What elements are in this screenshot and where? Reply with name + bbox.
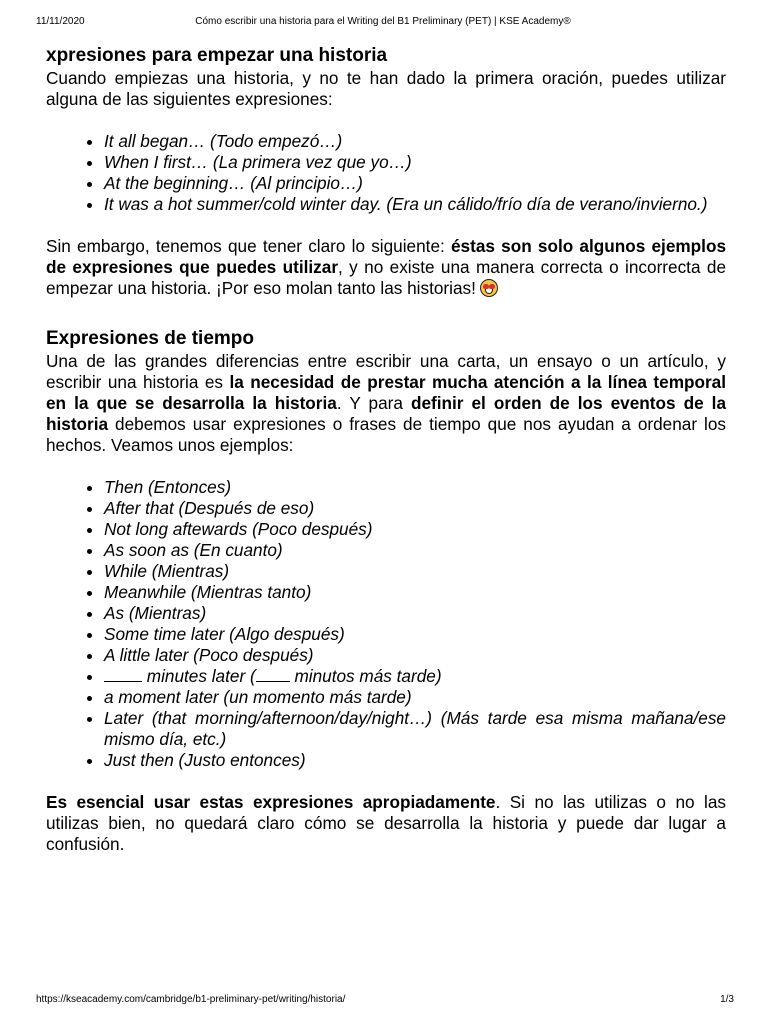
- heart-eyes-emoji-icon: [480, 279, 498, 297]
- list-item: • Just then (Justo entonces): [104, 750, 726, 771]
- print-date: 11/11/2020: [36, 16, 85, 27]
- list-item: • a moment later (un momento más tarde): [104, 687, 726, 708]
- time-intro-text-3: debemos usar expresiones o frases de tiempo que nos ayudan a ordenar los hechos. Veamos unos ejemplos:: [46, 414, 726, 455]
- minutes-text-2: minutos más tarde): [289, 666, 442, 686]
- note-text-end: , y no existe una manera correcta o incorrecta de empezar una historia. ¡Por eso molan tanto las historias!: [46, 257, 726, 298]
- time-intro-paragraph: [46, 351, 726, 456]
- time-intro-bold-2: definir el orden de los eventos de la historia: [46, 393, 727, 434]
- print-page-title: Cómo escribir una historia para el Writing del B1 Preliminary (PET) | KSE Academy®: [195, 16, 571, 27]
- article-content: [46, 44, 726, 855]
- page-number: 1/3: [720, 994, 734, 1005]
- final-paragraph: [46, 792, 726, 855]
- note-paragraph: [46, 236, 726, 299]
- list-item-minutes: [104, 666, 726, 687]
- time-intro-text-2: . Y para: [336, 393, 411, 413]
- list-item: • As soon as (En cuanto): [104, 540, 726, 561]
- blank-line: [256, 667, 290, 682]
- print-url: https://kseacademy.com/cambridge/b1-preliminary-pet/writing/historia/: [36, 994, 346, 1005]
- print-footer: [36, 994, 734, 1008]
- list-item: • After that (Después de eso): [104, 498, 726, 519]
- note-text-start: Sin embargo, tenemos que tener claro lo siguiente:: [46, 236, 451, 256]
- section-heading-time: Expresiones de tiempo: [46, 328, 255, 349]
- list-item: • It was a hot summer/cold winter day. (Era un cálido/frío día de verano/invierno.): [104, 194, 726, 215]
- final-bold: Es esencial usar estas expresiones apropiadamente: [46, 792, 496, 812]
- list-item: • As (Mientras): [104, 603, 726, 624]
- list-item: • At the beginning… (Al principio…): [104, 173, 726, 194]
- note-bold: éstas son solo algunos ejemplos de expresiones que puedes utilizar: [46, 236, 726, 277]
- list-item: • A little later (Poco después): [104, 645, 726, 666]
- list-item: • Later (that morning/afternoon/day/night…) (Más tarde esa misma mañana/ese mismo día, etc.): [104, 708, 726, 750]
- print-header: [36, 16, 730, 30]
- time-intro-bold-1: la necesidad de prestar mucha atención a la línea temporal en la que se desarrolla la historia: [46, 372, 726, 413]
- blank-line: [104, 667, 142, 682]
- list-item: • While (Mientras): [104, 561, 726, 582]
- list-item: • Some time later (Algo después): [104, 624, 726, 645]
- start-expressions-list: [46, 131, 726, 215]
- list-item: • When I first… (La primera vez que yo…): [104, 152, 726, 173]
- section-heading-start: xpresiones para empezar una historia: [46, 45, 388, 66]
- list-item: • Meanwhile (Mientras tanto): [104, 582, 726, 603]
- section-intro: Cuando empiezas una historia, y no te han dado la primera oración, puedes utilizar alguna de las siguientes expresiones:: [46, 68, 726, 109]
- time-expressions-list: [46, 477, 726, 771]
- time-intro-text-1: Una de las grandes diferencias entre escribir una carta, un ensayo o un artículo, y escribir una historia es: [46, 351, 726, 392]
- final-text: . Si no las utilizas o no las utilizas bien, no quedará claro cómo se desarrolla la historia y puede dar lugar a confusión.: [46, 792, 726, 854]
- minutes-text-1: minutes later (: [142, 666, 256, 686]
- list-item: • Not long aftewards (Poco después): [104, 519, 726, 540]
- list-item: • It all began… (Todo empezó…): [104, 131, 726, 152]
- list-item: • Then (Entonces): [104, 477, 726, 498]
